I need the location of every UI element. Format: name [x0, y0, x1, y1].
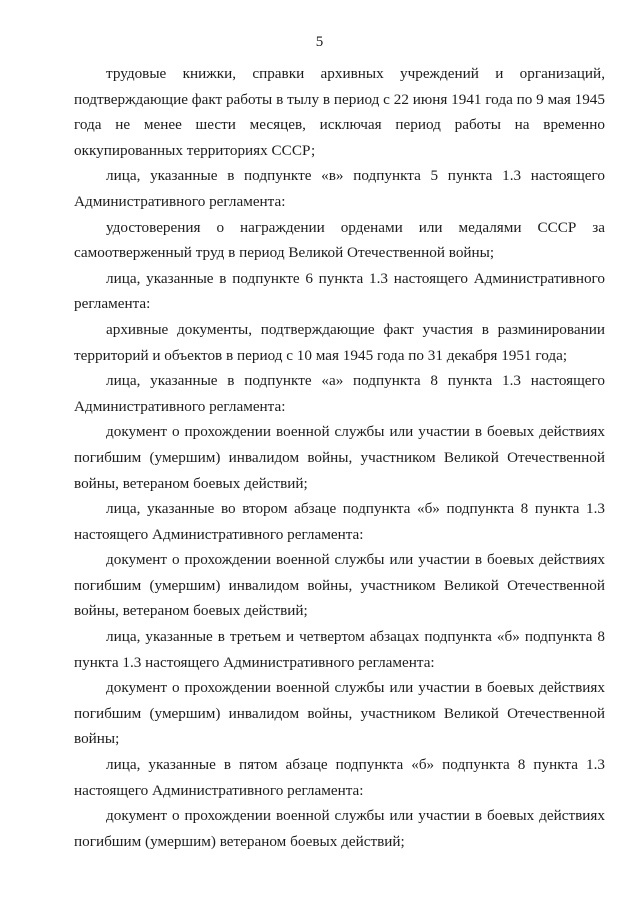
paragraph: документ о прохождении военной службы или участии в боевых действиях погибшим (умершим) инвалидом войны, участником Великой Отечественной войны, ветераном боевых действий; — [74, 551, 605, 620]
paragraph: лица, указанные в третьем и четвертом абзацах подпункта «б» подпункта 8 пункта 1.3 настоящего Административного регламента: — [74, 628, 605, 671]
paragraph: документ о прохождении военной службы или участии в боевых действиях погибшим (умершим) ветераном боевых действий; — [74, 807, 605, 850]
paragraph: лица, указанные в пятом абзаце подпункта «б» подпункта 8 пункта 1.3 настоящего Административного регламента: — [74, 756, 605, 799]
page-number: 5 — [315, 34, 324, 50]
paragraph: лица, указанные в подпункте «в» подпункта 5 пункта 1.3 настоящего Административного регламента: — [74, 167, 605, 210]
paragraph: документ о прохождении военной службы или участии в боевых действиях погибшим (умершим) инвалидом войны, участником Великой Отечественной войны, ветераном боевых действий; — [74, 423, 605, 492]
document-body — [74, 61, 605, 854]
paragraph: трудовые книжки, справки архивных учреждений и организаций, подтверждающие факт работы в тылу в период с 22 июня 1941 года по 9 мая 1945 года не менее шести месяцев, исключая период работы на временно оккупированных территориях СССР; — [74, 65, 605, 159]
paragraph: лица, указанные в подпункте 6 пункта 1.3 настоящего Административного регламента: — [74, 269, 605, 313]
paragraph: лица, указанные в подпункте «а» подпункта 8 пункта 1.3 настоящего Административного регламента: — [74, 372, 605, 415]
paragraph: удостоверения о награждении орденами или медалями СССР за самоотверженный труд в период Великой Отечественной войны; — [74, 218, 605, 262]
paragraph: документ о прохождении военной службы или участии в боевых действиях погибшим (умершим) инвалидом войны, участником Великой Отечественной войны; — [74, 679, 605, 748]
paragraph: лица, указанные во втором абзаце подпункта «б» подпункта 8 пункта 1.3 настоящего Административного регламента: — [74, 500, 605, 543]
paragraph: архивные документы, подтверждающие факт участия в разминировании территорий и объектов в период с 10 мая 1945 года по 31 декабря 1951 года; — [74, 320, 605, 364]
